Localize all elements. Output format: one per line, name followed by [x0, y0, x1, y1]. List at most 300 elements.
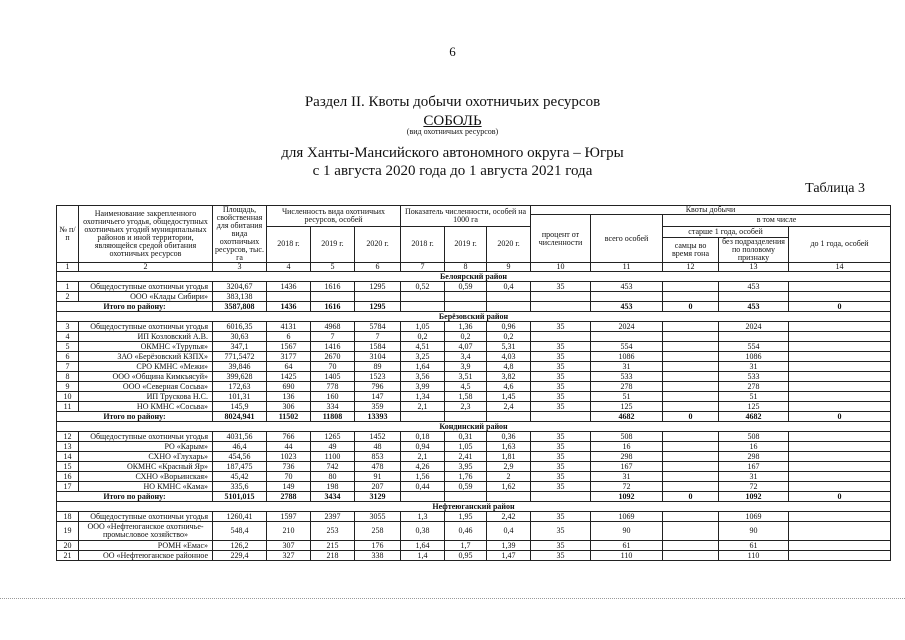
pop-2020: 3129: [355, 492, 401, 502]
total-quota: [591, 292, 663, 302]
pop-2020: 91: [355, 472, 401, 482]
pop-2020: 13393: [355, 412, 401, 422]
pop-2019: 1100: [311, 452, 355, 462]
total-quota: 51: [591, 392, 663, 402]
area-cell: 4031,56: [213, 432, 267, 442]
org-name: ОКМНС «Турупья»: [79, 342, 213, 352]
density-2018: 1,3: [401, 512, 445, 522]
area-cell: 454,56: [213, 452, 267, 462]
row-number: 16: [57, 472, 79, 482]
males-quota: [663, 362, 719, 372]
density-2020: 1,45: [487, 392, 531, 402]
no-sex-quota: 554: [719, 342, 789, 352]
district-name: Кондинский район: [57, 422, 891, 432]
percent-cell: 35: [531, 432, 591, 442]
density-2019: 3,51: [445, 372, 487, 382]
header-density: Показатель численности, особей на 1000 га: [401, 206, 531, 227]
row-number: 19: [57, 522, 79, 541]
area-cell: 771,5472: [213, 352, 267, 362]
pop-2020: 338: [355, 551, 401, 561]
pop-2018: 136: [267, 392, 311, 402]
density-2019: [445, 292, 487, 302]
column-number: 5: [311, 263, 355, 272]
pop-2019: 3434: [311, 492, 355, 502]
pop-2020: 147: [355, 392, 401, 402]
percent-cell: [531, 332, 591, 342]
density-2019: 1,76: [445, 472, 487, 482]
no-sex-quota: 31: [719, 472, 789, 482]
page-number: 6: [449, 44, 456, 59]
density-2020: 0,36: [487, 432, 531, 442]
males-quota: [663, 382, 719, 392]
total-quota: 298: [591, 452, 663, 462]
row-number: 13: [57, 442, 79, 452]
header-quotas: Квоты добычи: [531, 206, 891, 215]
males-quota: [663, 472, 719, 482]
total-row: [57, 492, 891, 502]
area-cell: 30,63: [213, 332, 267, 342]
no-sex-quota: 125: [719, 402, 789, 412]
org-name: ОКМНС «Красный Яр»: [79, 462, 213, 472]
table-row: [57, 332, 891, 342]
row-number: 17: [57, 482, 79, 492]
percent-cell: 35: [531, 512, 591, 522]
density-2019: 1,7: [445, 541, 487, 551]
column-number: 6: [355, 263, 401, 272]
under1-quota: [789, 342, 891, 352]
under1-quota: [789, 512, 891, 522]
density-2018: 0,94: [401, 442, 445, 452]
row-number: 2: [57, 292, 79, 302]
pop-2018: 307: [267, 541, 311, 551]
density-2018: 2,1: [401, 402, 445, 412]
pop-2019: 49: [311, 442, 355, 452]
percent-cell: 35: [531, 541, 591, 551]
area-cell: 399,628: [213, 372, 267, 382]
percent-cell: 35: [531, 362, 591, 372]
org-name: Итого по району:: [57, 302, 213, 312]
pop-2018: 6: [267, 332, 311, 342]
percent-cell: 35: [531, 462, 591, 472]
pop-2020: 1584: [355, 342, 401, 352]
density-2018: 1,4: [401, 551, 445, 561]
density-2020: 0,4: [487, 522, 531, 541]
percent-cell: 35: [531, 482, 591, 492]
under1-quota: [789, 372, 891, 382]
under1-quota: [789, 551, 891, 561]
under1-quota: 0: [789, 492, 891, 502]
column-number-row: [57, 263, 891, 272]
density-2020: 1,62: [487, 482, 531, 492]
density-2020: 2,4: [487, 402, 531, 412]
density-2018: 3,56: [401, 372, 445, 382]
density-2018: [401, 292, 445, 302]
percent-cell: 35: [531, 282, 591, 292]
no-sex-quota: 298: [719, 452, 789, 462]
pop-2018: 327: [267, 551, 311, 561]
header-2019-pop: 2019 г.: [311, 226, 355, 263]
pop-2020: 853: [355, 452, 401, 462]
table-row: [57, 352, 891, 362]
under1-quota: [789, 462, 891, 472]
no-sex-quota: 453: [719, 302, 789, 312]
no-sex-quota: 110: [719, 551, 789, 561]
column-number: 3: [213, 263, 267, 272]
under1-quota: [789, 292, 891, 302]
header-including: в том числе: [663, 215, 891, 227]
pop-2018: 210: [267, 522, 311, 541]
no-sex-quota: 16: [719, 442, 789, 452]
header-under1: до 1 года, особей: [789, 226, 891, 263]
area-cell: 548,4: [213, 522, 267, 541]
table-row: [57, 362, 891, 372]
pop-2018: 2788: [267, 492, 311, 502]
males-quota: [663, 332, 719, 342]
males-quota: [663, 452, 719, 462]
total-quota: 554: [591, 342, 663, 352]
row-number: 15: [57, 462, 79, 472]
under1-quota: [789, 322, 891, 332]
pop-2018: 766: [267, 432, 311, 442]
column-number: 2: [79, 263, 213, 272]
pop-2020: 89: [355, 362, 401, 372]
table-row: [57, 372, 891, 382]
density-2019: 1,36: [445, 322, 487, 332]
no-sex-quota: 31: [719, 362, 789, 372]
males-quota: [663, 551, 719, 561]
under1-quota: [789, 362, 891, 372]
no-sex-quota: 1092: [719, 492, 789, 502]
species-caption: (вид охотничьих ресурсов): [406, 127, 499, 136]
density-2019: [445, 412, 487, 422]
pop-2018: 690: [267, 382, 311, 392]
total-quota: 1092: [591, 492, 663, 502]
pop-2019: 1416: [311, 342, 355, 352]
row-number: 8: [57, 372, 79, 382]
row-number: 3: [57, 322, 79, 332]
org-name: Общедоступные охотничьи угодья: [79, 282, 213, 292]
pop-2020: 1295: [355, 282, 401, 292]
males-quota: [663, 432, 719, 442]
under1-quota: [789, 352, 891, 362]
pop-2018: 1023: [267, 452, 311, 462]
area-cell: 187,475: [213, 462, 267, 472]
density-2019: 3,4: [445, 352, 487, 362]
org-name: СРО КМНС «Межи»: [79, 362, 213, 372]
no-sex-quota: 51: [719, 392, 789, 402]
row-number: 9: [57, 382, 79, 392]
density-2019: 2,41: [445, 452, 487, 462]
density-2020: 5,31: [487, 342, 531, 352]
period-line: с 1 августа 2020 года до 1 августа 2021 года: [312, 163, 593, 179]
table-row: [57, 292, 891, 302]
header-no-sex: без подразделения по половому признаку: [719, 238, 789, 263]
percent-cell: 35: [531, 382, 591, 392]
under1-quota: [789, 392, 891, 402]
species-name: СОБОЛЬ: [423, 113, 482, 129]
density-2019: 0,59: [445, 482, 487, 492]
percent-cell: [531, 412, 591, 422]
under1-quota: 0: [789, 302, 891, 312]
row-number: 6: [57, 352, 79, 362]
density-2019: 0,31: [445, 432, 487, 442]
total-quota: 1086: [591, 352, 663, 362]
density-2019: 4,07: [445, 342, 487, 352]
header-pct: процент от численности: [531, 215, 591, 263]
density-2020: 2: [487, 472, 531, 482]
density-2020: 3,82: [487, 372, 531, 382]
pop-2019: 70: [311, 362, 355, 372]
density-2019: 3,95: [445, 462, 487, 472]
no-sex-quota: 167: [719, 462, 789, 472]
percent-cell: 35: [531, 551, 591, 561]
under1-quota: [789, 432, 891, 442]
pop-2019: 11808: [311, 412, 355, 422]
pop-2020: 478: [355, 462, 401, 472]
org-name: РО «Карым»: [79, 442, 213, 452]
total-quota: 72: [591, 482, 663, 492]
percent-cell: 35: [531, 342, 591, 352]
org-name: ИП Трускова Н.С.: [79, 392, 213, 402]
density-2018: 0,44: [401, 482, 445, 492]
column-number: 1: [57, 263, 79, 272]
header-2018-pop: 2018 г.: [267, 226, 311, 263]
column-number: 4: [267, 263, 311, 272]
pop-2020: 176: [355, 541, 401, 551]
column-number: 7: [401, 263, 445, 272]
density-2018: [401, 302, 445, 312]
area-cell: 46,4: [213, 442, 267, 452]
org-name: Общедоступные охотничьи угодья: [79, 512, 213, 522]
row-number: 12: [57, 432, 79, 442]
district-row: [57, 422, 891, 432]
density-2020: 2,9: [487, 462, 531, 472]
density-2020: [487, 302, 531, 312]
area-cell: 126,2: [213, 541, 267, 551]
density-2018: 1,64: [401, 541, 445, 551]
area-cell: 172,63: [213, 382, 267, 392]
percent-cell: [531, 302, 591, 312]
column-number: 9: [487, 263, 531, 272]
density-2018: 0,38: [401, 522, 445, 541]
pop-2019: 215: [311, 541, 355, 551]
pop-2020: [355, 292, 401, 302]
row-number: 20: [57, 541, 79, 551]
percent-cell: [531, 292, 591, 302]
density-2019: 3,9: [445, 362, 487, 372]
row-number: 11: [57, 402, 79, 412]
page-bottom-rule: [0, 598, 905, 599]
district-row: [57, 502, 891, 512]
pop-2019: 1405: [311, 372, 355, 382]
org-name: ИП Козловский А.В.: [79, 332, 213, 342]
density-2019: 1,95: [445, 512, 487, 522]
males-quota: 0: [663, 492, 719, 502]
density-2018: 3,25: [401, 352, 445, 362]
males-quota: 0: [663, 302, 719, 312]
org-name: ООО «Северная Сосьва»: [79, 382, 213, 392]
area-cell: 8024,941: [213, 412, 267, 422]
no-sex-quota: 533: [719, 372, 789, 382]
males-quota: [663, 292, 719, 302]
table-row: [57, 282, 891, 292]
row-number: 18: [57, 512, 79, 522]
density-2018: 1,56: [401, 472, 445, 482]
under1-quota: 0: [789, 412, 891, 422]
density-2020: 4,03: [487, 352, 531, 362]
no-sex-quota: [719, 332, 789, 342]
pop-2019: 80: [311, 472, 355, 482]
org-name: ООО «Нефтеюганское охотничье-промысловое хозяйство»: [79, 522, 213, 541]
pop-2018: 11502: [267, 412, 311, 422]
pop-2019: 2670: [311, 352, 355, 362]
density-2018: 4,26: [401, 462, 445, 472]
org-name: Итого по району:: [57, 412, 213, 422]
table-row: [57, 452, 891, 462]
org-name: СХНО «Ворьинская»: [79, 472, 213, 482]
no-sex-quota: 453: [719, 282, 789, 292]
district-row: [57, 312, 891, 322]
pop-2020: 7: [355, 332, 401, 342]
males-quota: [663, 462, 719, 472]
males-quota: [663, 372, 719, 382]
total-quota: 508: [591, 432, 663, 442]
total-quota: 453: [591, 282, 663, 292]
males-quota: 0: [663, 412, 719, 422]
no-sex-quota: 4682: [719, 412, 789, 422]
row-number: 14: [57, 452, 79, 462]
density-2020: [487, 492, 531, 502]
density-2019: 0,46: [445, 522, 487, 541]
males-quota: [663, 442, 719, 452]
column-number: 11: [591, 263, 663, 272]
total-quota: 2024: [591, 322, 663, 332]
pop-2019: 1616: [311, 282, 355, 292]
table-row: [57, 551, 891, 561]
density-2018: 1,64: [401, 362, 445, 372]
under1-quota: [789, 472, 891, 482]
density-2018: [401, 492, 445, 502]
column-number: 13: [719, 263, 789, 272]
density-2018: 0,2: [401, 332, 445, 342]
percent-cell: 35: [531, 352, 591, 362]
percent-cell: 35: [531, 392, 591, 402]
row-number: 1: [57, 282, 79, 292]
percent-cell: 35: [531, 522, 591, 541]
males-quota: [663, 402, 719, 412]
density-2020: 0,2: [487, 332, 531, 342]
header-total-quota: всего особей: [591, 215, 663, 263]
org-name: СХНО «Глухарь»: [79, 452, 213, 462]
row-number: 10: [57, 392, 79, 402]
table-row: [57, 512, 891, 522]
under1-quota: [789, 282, 891, 292]
under1-quota: [789, 382, 891, 392]
pop-2018: 1567: [267, 342, 311, 352]
density-2020: 4,6: [487, 382, 531, 392]
org-name: Итого по району:: [57, 492, 213, 502]
pop-2020: 3104: [355, 352, 401, 362]
header-name: Наименование закрепленного охотничьего угодья, общедоступных охотничьих угодий муниципальных районов и иной территории, являющейся средой обитания охотничьих ресурсов: [79, 206, 213, 263]
pop-2018: 64: [267, 362, 311, 372]
males-quota: [663, 512, 719, 522]
header-2020-dens: 2020 г.: [487, 226, 531, 263]
total-quota: 31: [591, 472, 663, 482]
density-2019: 0,95: [445, 551, 487, 561]
pop-2019: 742: [311, 462, 355, 472]
org-name: ОО «Нефтеюганское районное: [79, 551, 213, 561]
density-2020: 0,96: [487, 322, 531, 332]
org-name: ЗАО «Берёзовский КЗПХ»: [79, 352, 213, 362]
pop-2019: 7: [311, 332, 355, 342]
density-2020: [487, 412, 531, 422]
header-area: Площадь, свойственная для обитания вида охотничьих ресурсов, тыс. га: [213, 206, 267, 263]
area-cell: 39,846: [213, 362, 267, 372]
pop-2018: 3177: [267, 352, 311, 362]
region-line: для Ханты-Мансийского автономного округа – Югры: [281, 145, 624, 161]
table-row: [57, 432, 891, 442]
males-quota: [663, 392, 719, 402]
density-2018: 4,51: [401, 342, 445, 352]
total-row: [57, 412, 891, 422]
pop-2020: 3055: [355, 512, 401, 522]
under1-quota: [789, 541, 891, 551]
no-sex-quota: 72: [719, 482, 789, 492]
area-cell: 3587,808: [213, 302, 267, 312]
column-number: 12: [663, 263, 719, 272]
pop-2020: 796: [355, 382, 401, 392]
density-2020: 4,8: [487, 362, 531, 372]
density-2020: 1,63: [487, 442, 531, 452]
table-body: [57, 272, 891, 561]
under1-quota: [789, 522, 891, 541]
males-quota: [663, 522, 719, 541]
table-row: [57, 442, 891, 452]
area-cell: 229,4: [213, 551, 267, 561]
percent-cell: 35: [531, 452, 591, 462]
total-quota: 16: [591, 442, 663, 452]
table-row: [57, 462, 891, 472]
table-label: Таблица 3: [805, 181, 865, 196]
pop-2020: 1523: [355, 372, 401, 382]
table-row: [57, 472, 891, 482]
area-cell: 347,1: [213, 342, 267, 352]
district-row: [57, 272, 891, 282]
org-name: НО КМНС «Сосьва»: [79, 402, 213, 412]
total-quota: 90: [591, 522, 663, 541]
pop-2020: 359: [355, 402, 401, 412]
org-name: ООО «Община Кимкъясуй»: [79, 372, 213, 382]
area-cell: 335,6: [213, 482, 267, 492]
pop-2018: 149: [267, 482, 311, 492]
pop-2020: 48: [355, 442, 401, 452]
percent-cell: 35: [531, 472, 591, 482]
density-2019: [445, 492, 487, 502]
header-older: старше 1 года, особей: [663, 226, 789, 238]
table-row: [57, 392, 891, 402]
density-2019: 0,2: [445, 332, 487, 342]
density-2019: [445, 302, 487, 312]
no-sex-quota: 1086: [719, 352, 789, 362]
density-2020: [487, 292, 531, 302]
males-quota: [663, 282, 719, 292]
area-cell: 145,9: [213, 402, 267, 412]
total-quota: 167: [591, 462, 663, 472]
pop-2020: 5784: [355, 322, 401, 332]
pop-2018: [267, 292, 311, 302]
density-2020: 1,81: [487, 452, 531, 462]
row-number: 5: [57, 342, 79, 352]
